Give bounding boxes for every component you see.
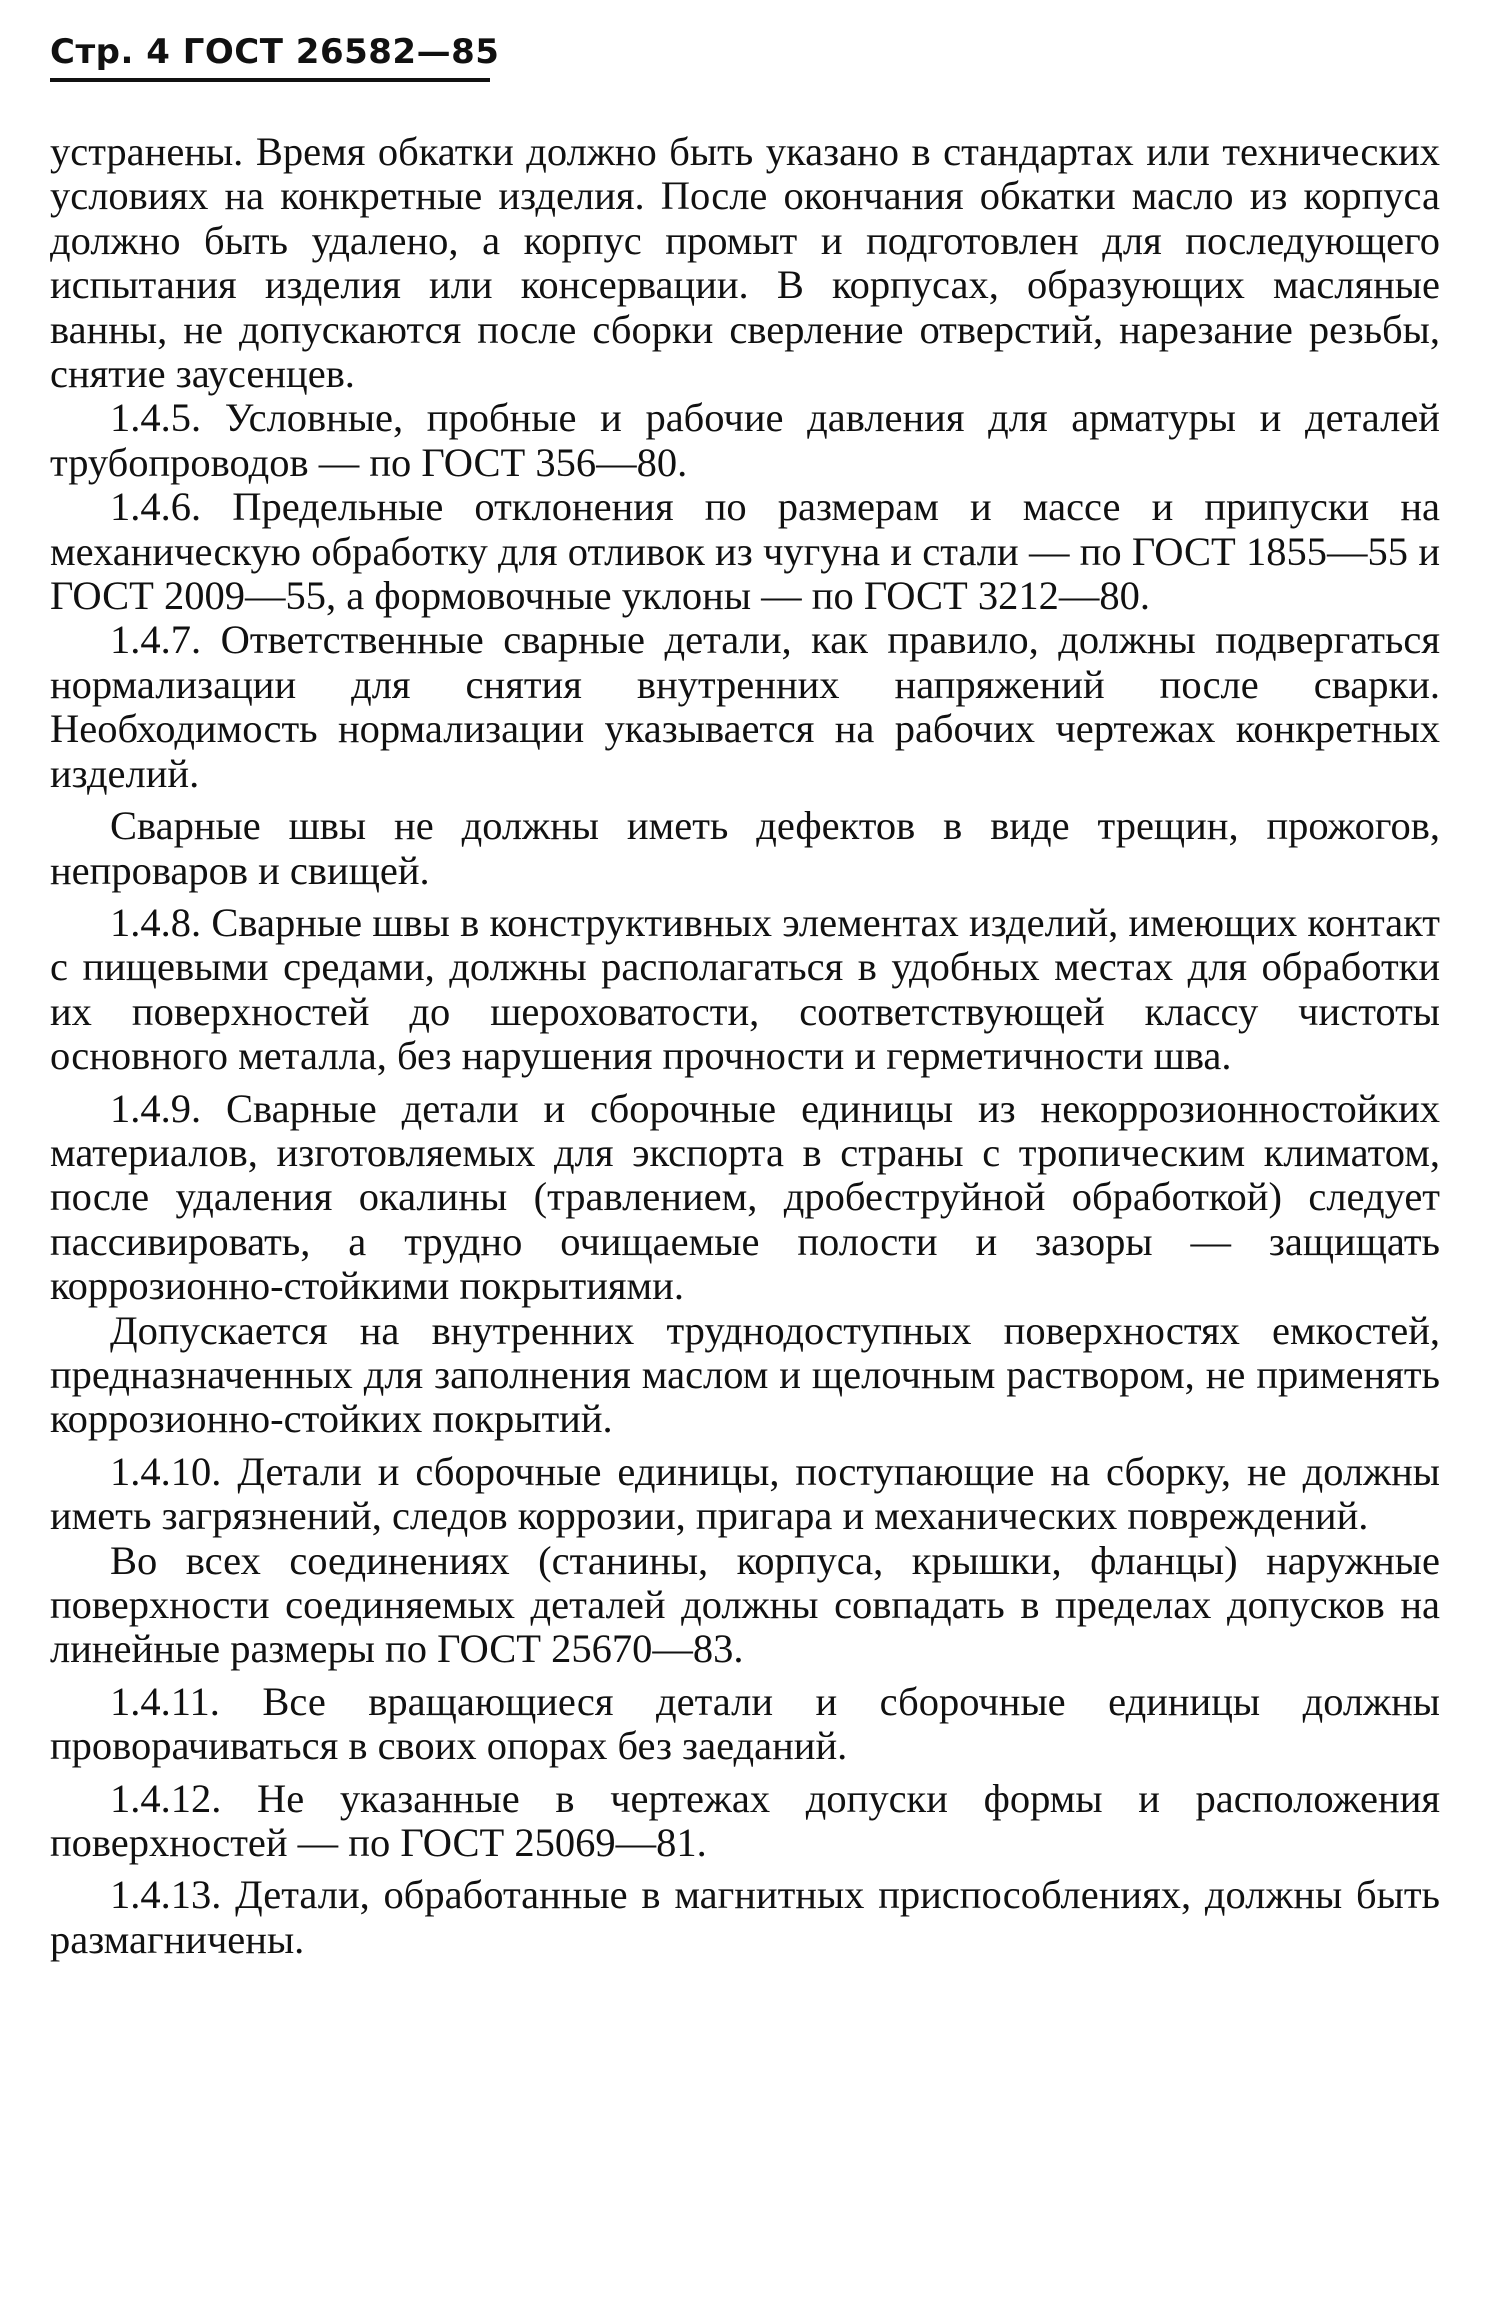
paragraph-1-4-9: 1.4.9. Сварные детали и сборочные единицы из некоррозионностойких материалов, изготовляемых для экспорта в страны с тропическим климатом, после удаления окалины (травлением, дробеструйной обработкой) следует пассивировать, а трудно очищаемые полости и зазоры — защищать коррозионно-стойкими покрытиями. [50,1085,1440,1309]
paragraph-1-4-8: 1.4.8. Сварные швы в конструктивных элементах изделий, имеющих контакт с пищевыми средами, должны располагаться в удобных местах для обработки их поверхностей до шероховатости, соответствующей классу чистоты основного металла, без нарушения прочности и герметичности шва. [50,899,1440,1079]
paragraph-weld-defects: Сварные швы не должны иметь дефектов в виде трещин, прожогов, непроваров и свищей. [50,803,1440,893]
paragraph-1-4-6: 1.4.6. Предельные отклонения по размерам и массе и припуски на механическую обработку для отливок из чугуна и стали — по ГОСТ 1855—55 и ГОСТ 2009—55, а формовочные уклоны — по ГОСТ 3212—80. [50,484,1440,619]
running-head: Стр. 4 ГОСТ 26582—85 [50,32,500,72]
paragraph-1-4-11: 1.4.11. Все вращающиеся детали и сборочные единицы должны проворачиваться в своих опорах без заеданий. [50,1678,1440,1769]
paragraph-1-4-5: 1.4.5. Условные, пробные и рабочие давления для арматуры и деталей трубопроводов — по ГОСТ 356—80. [50,395,1440,485]
document-page [50,30,1440,1962]
paragraph-joints: Во всех соединениях (станины, корпуса, крышки, фланцы) наружные поверхности соединяемых деталей должны совпадать в пределах допусков на линейные размеры по ГОСТ 25670—83. [50,1537,1440,1672]
paragraph-continuation: устранены. Время обкатки должно быть указано в стандартах или технических условиях на конкретные изделия. После окончания обкатки масло из корпуса должно быть удалено, а корпус промыт и подготовлен для последующего испытания изделия или консервации. В корпусах, образующих масляные ванны, не допускаются после сборки сверление отверстий, нарезание резьбы, снятие заусенцев. [50,129,1440,397]
paragraph-1-4-13: 1.4.13. Детали, обработанные в магнитных приспособлениях, должны быть размагничены. [50,1872,1440,1962]
document-body [50,130,1440,1962]
paragraph-1-4-12: 1.4.12. Не указанные в чертежах допуски формы и расположения поверхностей — по ГОСТ 25069—81. [50,1775,1440,1866]
paragraph-1-4-7: 1.4.7. Ответственные сварные детали, как правило, должны подвергаться нормализации для снятия внутренних напряжений после сварки. Необходимость нормализации указывается на рабочих чертежах конкретных изделий. [50,617,1440,796]
paragraph-allowance: Допускается на внутренних труднодоступных поверхностях емкостей, предназначенных для заполнения маслом и щелочным раствором, не применять коррозионно-стойких покрытий. [50,1307,1440,1442]
paragraph-1-4-10: 1.4.10. Детали и сборочные единицы, поступающие на сборку, не должны иметь загрязнений, следов коррозии, пригара и механических повреждений. [50,1448,1440,1539]
header-rule [50,78,490,82]
